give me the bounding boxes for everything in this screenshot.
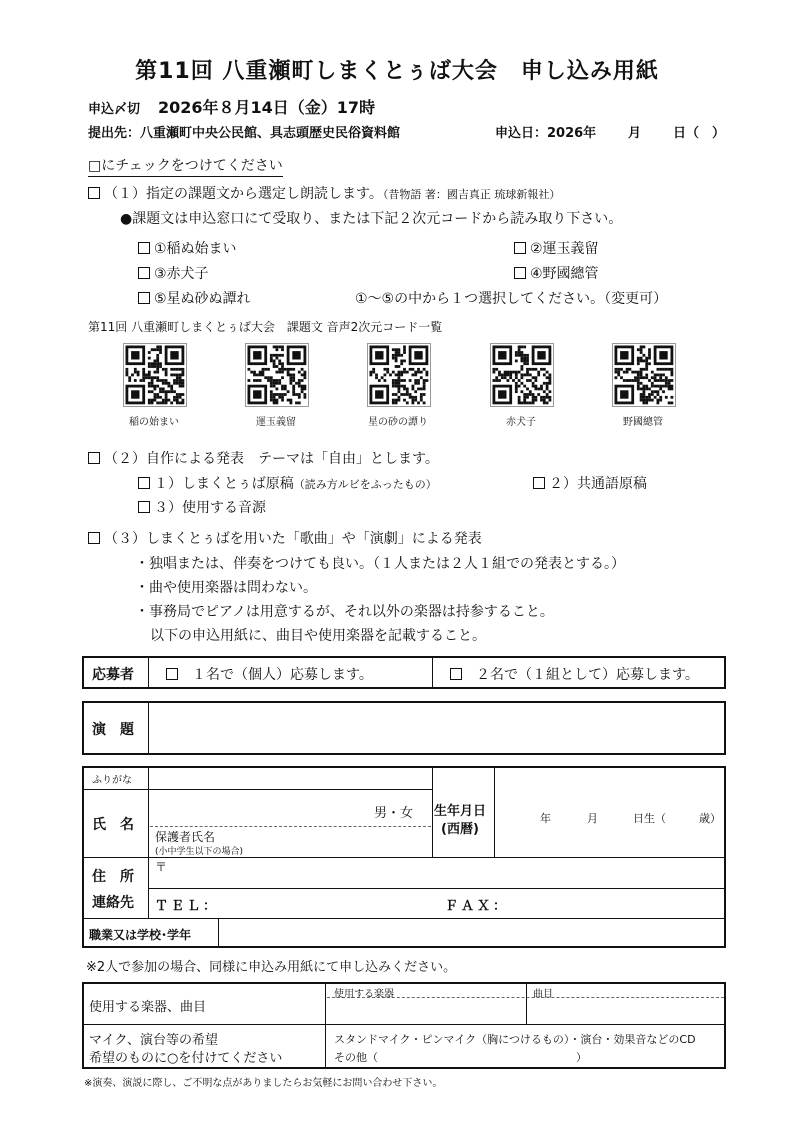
birth-label-sub: (西暦) xyxy=(441,822,479,837)
section3-checkbox[interactable] xyxy=(88,532,100,544)
option-4-label: ④野國總管 xyxy=(530,266,599,282)
postal-mark: 〒 xyxy=(155,860,168,874)
apply-date-day: 日（ ） xyxy=(673,126,726,141)
section2-heading xyxy=(88,448,439,468)
section2-opt2[interactable] xyxy=(533,473,647,493)
birth-month[interactable]: 月 xyxy=(587,812,598,825)
section2-heading-text: （２）自作による発表 テーマは「自由」とします。 xyxy=(104,451,439,467)
mic-options[interactable]: スタンドマイク・ピンマイク（胸につけるもの）・演台・効果音などのCD xyxy=(334,1033,696,1046)
section3-bullet: ・事務局でピアノは用意するが、それ以外の楽器は持参すること。 xyxy=(135,604,554,620)
section2-opt3-label: ３）使用する音源 xyxy=(154,500,266,516)
section3-bullet: ・曲や使用楽器は問わない。 xyxy=(135,580,317,596)
guardian-label: 保護者氏名 xyxy=(155,830,216,844)
applicant-opt2[interactable] xyxy=(450,664,699,684)
option-5-label: ⑤星ぬ砂ぬ譚れ xyxy=(154,291,251,307)
applicant-opt1[interactable] xyxy=(166,664,373,684)
qr-label: 運玉義留 xyxy=(256,417,296,428)
option-3-label: ③赤犬子 xyxy=(154,266,209,282)
section2-opt2-checkbox[interactable] xyxy=(533,477,545,489)
gender-select[interactable]: 男・女 xyxy=(374,806,414,821)
mic-label: マイク、演台等の希望 xyxy=(89,1033,218,1048)
option-2-checkbox[interactable] xyxy=(514,242,526,254)
section3-bullet: ・独唱または、伴奏をつけても良い。（１人または２人１組での発表とする。） xyxy=(135,556,625,572)
section3-heading-text: （３）しまくとぅばを用いた「歌曲」や「演劇」による発表 xyxy=(104,531,482,547)
applicant-label: 応募者 xyxy=(92,667,134,683)
fax-label: ＦＡＸ： xyxy=(445,899,510,914)
option-4-checkbox[interactable] xyxy=(514,267,526,279)
furigana-input[interactable] xyxy=(150,768,430,788)
option-1-checkbox[interactable] xyxy=(138,242,150,254)
option-2-label: ②運玉義留 xyxy=(530,241,599,257)
applicant-opt1-label: １名で（個人）応募します。 xyxy=(192,667,373,683)
instrument-col1: 使用する楽器 xyxy=(334,989,394,1000)
section1-checkbox[interactable] xyxy=(88,187,100,199)
option-1[interactable] xyxy=(138,238,237,258)
section2-opt2-label: ２）共通語原稿 xyxy=(549,476,647,492)
section3-last: 以下の申込用紙に、曲目や使用楽器を記載すること。 xyxy=(150,628,486,644)
section2-opt3[interactable] xyxy=(138,497,266,517)
qr-heading: 第11回 八重瀬町しまくとぅば大会 課題文 音声2次元コード一覧 xyxy=(88,320,443,334)
instruction: □にチェックをつけてください xyxy=(88,155,283,177)
tel-label: ＴＥＬ： xyxy=(155,899,220,914)
section2-opt1[interactable] xyxy=(138,473,437,493)
qr-code-icon[interactable] xyxy=(612,343,676,407)
address-label: 住 所 xyxy=(92,869,134,885)
birth-day[interactable]: 日生（ 歳） xyxy=(633,812,721,825)
select-note: ①〜⑤の中から１つ選択してください。（変更可） xyxy=(355,291,668,307)
option-5-checkbox[interactable] xyxy=(138,292,150,304)
qr-label: 野國總管 xyxy=(623,417,663,428)
qr-label: 稲の始まい xyxy=(129,417,179,428)
section1-heading-text: （１）指定の課題文から選定し朗読します。 xyxy=(104,186,383,202)
qr-code-icon[interactable] xyxy=(123,343,187,407)
qr-label: 星の砂の譚り xyxy=(368,417,428,428)
mic-label-sub: 希望のものに○を付けてください xyxy=(89,1051,283,1066)
section3-heading xyxy=(88,528,482,548)
apply-date-month: 月 xyxy=(628,126,642,141)
birth-label: 生年月日 xyxy=(434,804,487,819)
section2-opt1-label: １）しまくとぅば原稿 xyxy=(154,476,294,492)
section2-opt1-note: （読み方ルビをふったもの） xyxy=(293,478,437,491)
applicant-opt1-checkbox[interactable] xyxy=(166,668,178,680)
section1-source: （昔物語 著：國吉真正 琉球新報社） xyxy=(382,188,561,201)
instrument-input[interactable] xyxy=(327,999,524,1023)
qr-code-icon[interactable] xyxy=(490,343,554,407)
option-3-checkbox[interactable] xyxy=(138,267,150,279)
deadline-value: 2026年８月14日（金）17時 xyxy=(158,98,376,117)
contact-label: 連絡先 xyxy=(92,895,134,911)
applicant-opt2-checkbox[interactable] xyxy=(450,668,462,680)
section2-opt3-checkbox[interactable] xyxy=(138,501,150,513)
page-title: 第11回 八重瀬町しまくとぅば大会 申し込み用紙 xyxy=(135,59,659,84)
option-4[interactable] xyxy=(514,263,599,283)
applicant-opt2-label: ２名で（１組として）応募します。 xyxy=(476,667,699,683)
title-field-label: 演 題 xyxy=(92,722,134,738)
qr-label: 赤犬子 xyxy=(506,417,536,428)
qr-code-icon[interactable] xyxy=(245,343,309,407)
instrument-label: 使用する楽器、曲目 xyxy=(89,1000,207,1015)
section2-opt1-checkbox[interactable] xyxy=(138,477,150,489)
footer-note: ※演奏、演説に際し、ご不明な点がありましたらお気軽にお問い合わせ下さい。 xyxy=(84,1078,443,1089)
option-3[interactable] xyxy=(138,263,209,283)
job-label: 職業又は学校･学年 xyxy=(89,928,192,942)
song-input[interactable] xyxy=(528,999,724,1023)
birth-year[interactable]: 年 xyxy=(540,812,551,825)
pair-note: ※2人で参加の場合、同様に申込み用紙にて申し込みください。 xyxy=(86,960,457,975)
option-5[interactable] xyxy=(138,288,251,308)
address-input[interactable] xyxy=(170,860,724,886)
instrument-col2: 曲目 xyxy=(533,989,553,1000)
submit-to: 提出先：八重瀬町中央公民館、具志頭歴史民俗資料館 xyxy=(88,126,401,141)
name-input[interactable] xyxy=(150,791,370,825)
mic-other[interactable]: その他（ ） xyxy=(334,1051,587,1064)
section1-note: ●課題文は申込窓口にて受取り、または下記２次元コードから読み取り下さい。 xyxy=(120,211,623,227)
option-2[interactable] xyxy=(514,238,599,258)
furigana-label: ふりがな xyxy=(92,775,132,786)
apply-date-label: 申込日：2026年 xyxy=(495,126,597,141)
qr-code-icon[interactable] xyxy=(367,343,431,407)
name-label: 氏 名 xyxy=(92,817,134,833)
deadline-label: 申込〆切 xyxy=(88,102,141,117)
section2-checkbox[interactable] xyxy=(88,452,100,464)
title-input[interactable] xyxy=(150,703,724,753)
guardian-note: (小中学生以下の場合) xyxy=(155,847,244,857)
job-input[interactable] xyxy=(220,920,724,946)
section1-heading xyxy=(88,183,560,203)
option-1-label: ①稲ぬ始まい xyxy=(154,241,237,257)
